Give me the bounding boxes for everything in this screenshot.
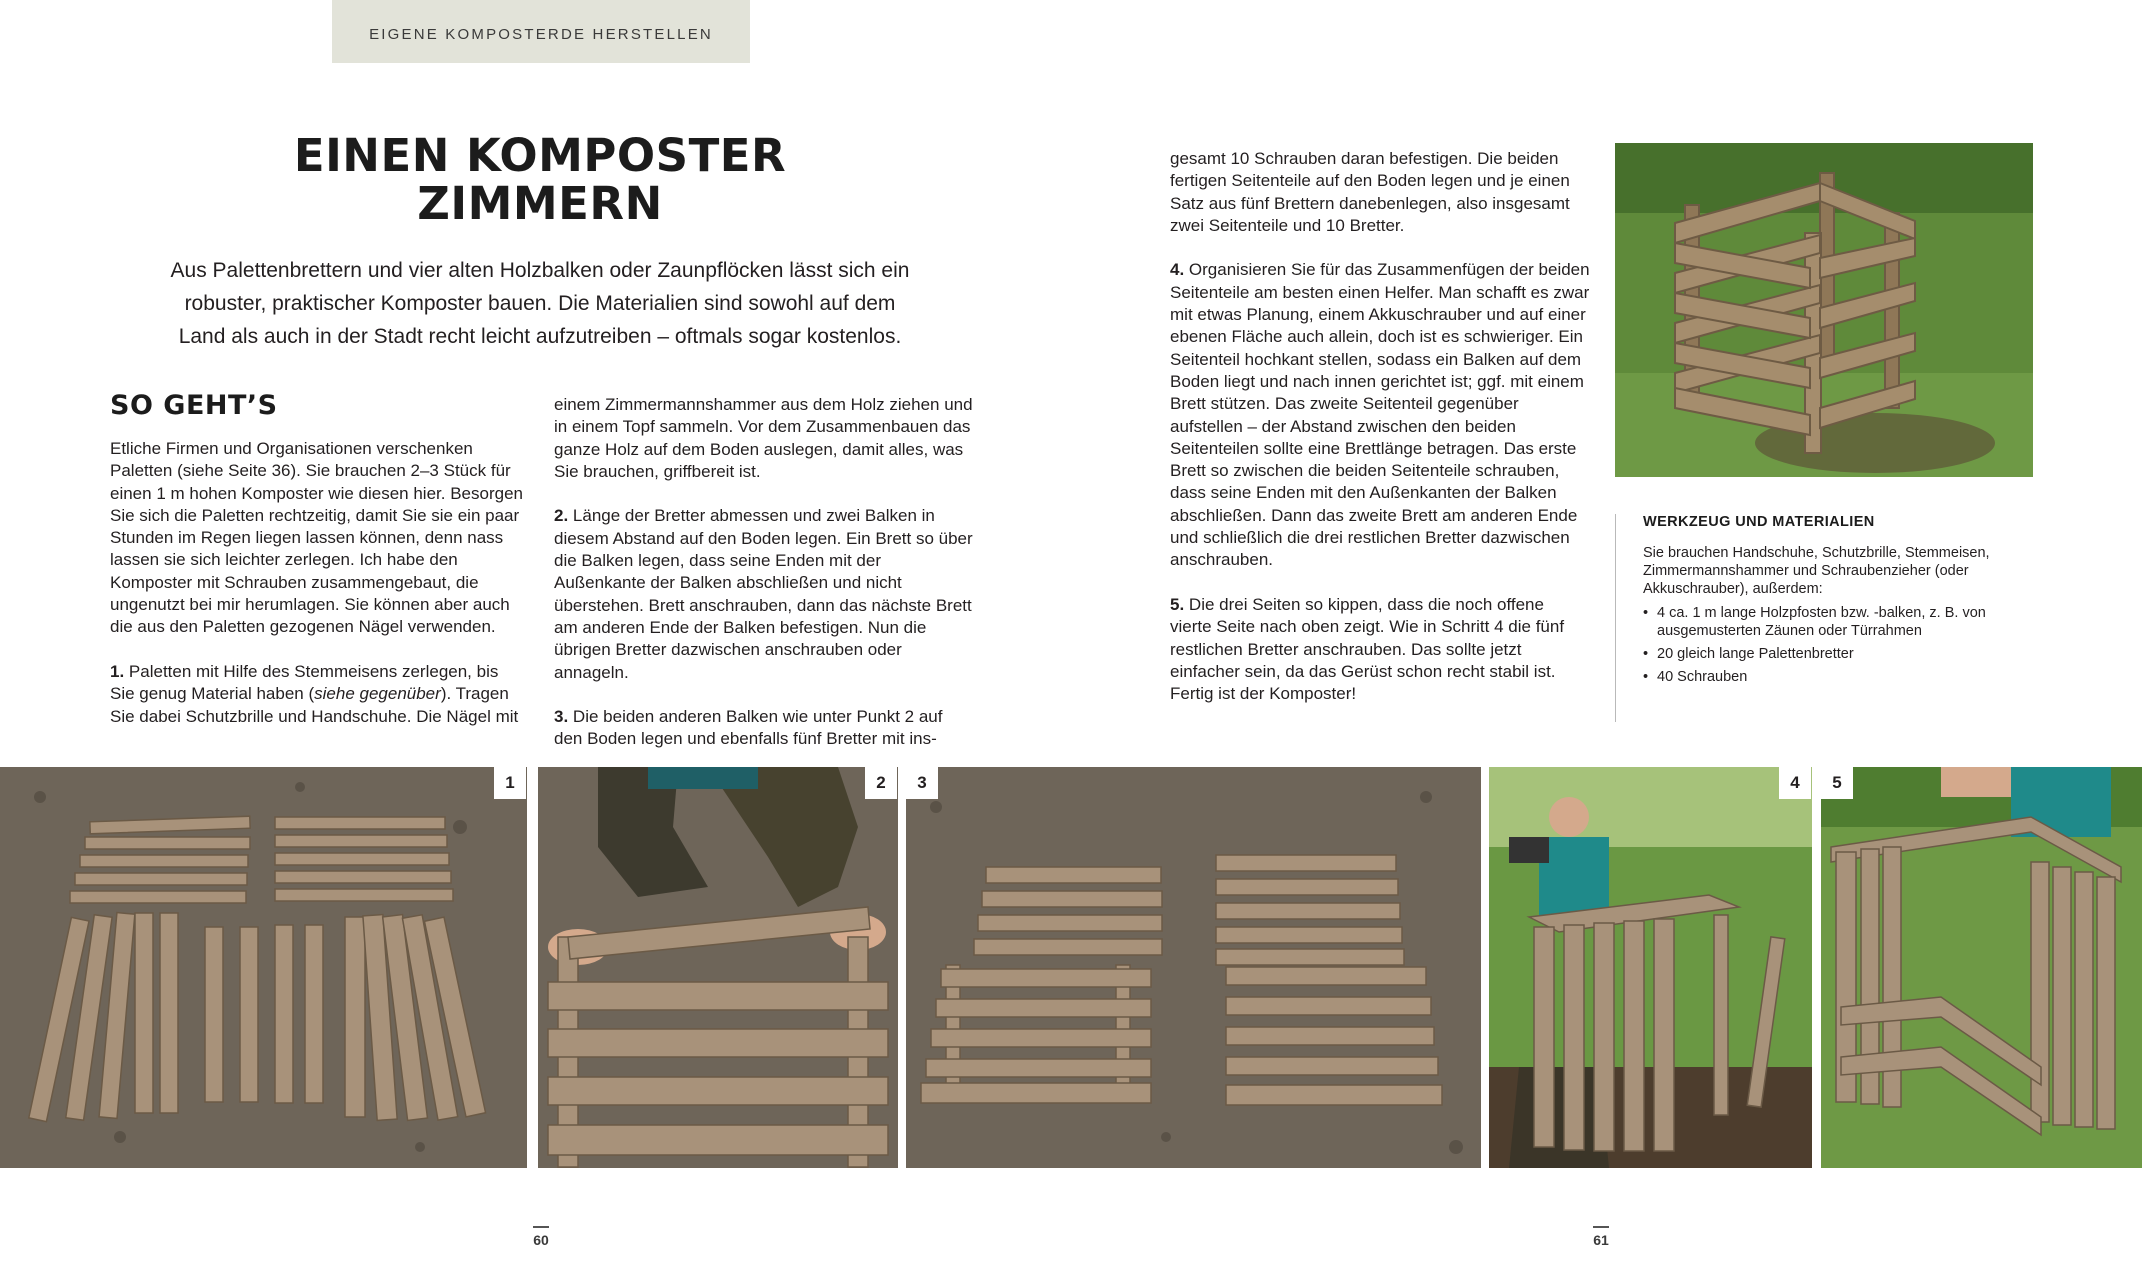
step-1-paragraph	[110, 661, 526, 728]
lead-line-2: robuster, praktischer Komposter bauen. Die Materialien sind sowohl auf dem	[184, 292, 896, 315]
step-1-photo	[0, 767, 527, 1168]
photo-number-badge: 1	[494, 767, 526, 799]
photo-number-badge: 4	[1779, 767, 1811, 799]
lead-line-3: Land als auch in der Stadt recht leicht aufzutreiben – oftmals sogar kostenlos.	[178, 325, 902, 348]
lead-paragraph	[150, 254, 930, 353]
step-1-text-b: ). Tragen Sie dabei Schutzbrille und Handschuhe. Die Nägel mit	[110, 684, 519, 726]
step-5-text: Die drei Seiten so kippen, dass die noch offene vierte Seite nach oben zeigt. Wie in Schritt 4 die fünf restlichen Bretter anschrauben. Das sollte jetzt einfacher sein, da das Gerüst schon recht stabil ist. Fertig ist der Komposter!	[1170, 594, 1565, 704]
section-heading: SO GEHT’S	[110, 390, 278, 421]
step-2-photo	[538, 767, 898, 1168]
materials-list-item: • 20 gleich lange Palettenbretter	[1643, 645, 2013, 663]
text-column-2	[554, 394, 974, 773]
step-1-number: 1.	[110, 661, 125, 681]
step-5-number: 5.	[1170, 594, 1185, 614]
step-4-photo	[1489, 767, 1812, 1168]
sidebar-intro: Sie brauchen Handschuhe, Schutzbrille, Stemmeisen, Zimmermannshammer und Schraubenzieher (oder Akkuschrauber), außerdem:	[1643, 545, 1990, 597]
step-4-paragraph	[1170, 259, 1590, 571]
page-number-right	[1589, 1226, 1613, 1248]
step-3-paragraph	[554, 706, 974, 751]
chapter-header-tab	[332, 0, 750, 63]
page-title	[170, 129, 910, 230]
step-2-paragraph	[554, 505, 974, 683]
step-3-continued: gesamt 10 Schrauben daran befestigen. Die beiden fertigen Seitenteile auf den Boden legen und je einen Satz aus fünf Brettern danebenlegen, also insgesamt zwei Seitenteile und 10 Bretter.	[1170, 149, 1570, 235]
photo-number-badge: 5	[1821, 767, 1853, 799]
title-line-2: ZIMMERN	[417, 177, 663, 230]
page-number-left-text: 60	[533, 1231, 549, 1248]
materials-list-item: • 4 ca. 1 m lange Holzpfosten bzw. -balken, z. B. von ausgemusterten Zäunen oder Türrahmen	[1643, 604, 2013, 640]
step-4-text: Organisieren Sie für das Zusammenfügen der beiden Seitenteile am besten einen Helfer. Man schafft es zwar mit etwas Planung, einem Akkuschrauber und auf einer ebenen Fläche auch allein, doch ist es schwieriger. Ein Seitenteil hochkant stellen, sodass ein Balken auf dem Boden liegt und nach innen gerichtet ist; ggf. mit einem Brett stützen. Das zweite Seitenteil gegenüber aufstellen – der Abstand zwischen den beiden Seitenteilen sollte eine Brettlänge betragen. Das erste Brett so zwischen die beiden Seitenteile schrauben, dass seine Enden mit den Außenkanten der Balken abschließen. Dann das zweite Brett am anderen Ende und schließlich die drei restlichen Bretter dazwischen anschrauben.	[1170, 260, 1590, 570]
photo-number-badge: 3	[906, 767, 938, 799]
text-column-1	[110, 438, 526, 750]
step-2-text: Länge der Bretter abmessen und zwei Balken in diesem Abstand auf den Boden legen. Ein Brett so über die Balken legen, dass seine Enden mit der Außenkante der Balken abschließen und nicht überstehen. Brett anschrauben, dann das nächste Brett am anderen Ende der Balken befestigen. Nun die übrigen Bretter dazwischen anschrauben oder annageln.	[554, 506, 973, 682]
folio-rule	[533, 1226, 549, 1228]
step-5-photo	[1821, 767, 2142, 1168]
page-number-right-text: 61	[1593, 1231, 1609, 1248]
step-1-continued: einem Zimmermannshammer aus dem Holz ziehen und in einem Topf sammeln. Vor dem Zusammenbauen das ganze Holz auf dem Boden auslegen, damit alles, was Sie brauchen, griffbereit ist.	[554, 395, 973, 481]
page-number-left	[529, 1226, 553, 1248]
folio-rule	[1593, 1226, 1609, 1228]
intro-paragraph: Etliche Firmen und Organisationen verschenken Paletten (siehe Seite 36). Sie brauchen 2–3 Stück für einen 1 m hohen Komposter wie diesen hier. Besorgen Sie sich die Paletten rechtzeitig, damit Sie sie ein paar Stunden im Regen liegen lassen können, denn nass lassen sie sich leichter zerlegen. Ich habe den Komposter mit Schrauben zusammengebaut, die ungenutzt bei mir herumlagen. Sie können aber auch die aus den Paletten gezogenen Nägel verwenden.	[110, 439, 523, 637]
title-line-1: EINEN KOMPOSTER	[293, 129, 787, 182]
finished-composter-photo	[1615, 143, 2033, 477]
step-1-text-a: Paletten mit Hilfe des Stemmeisens zerlegen, bis Sie genug Material haben (	[110, 661, 499, 704]
step-3-photo	[906, 767, 1481, 1168]
sidebar-heading: WERKZEUG UND MATERIALIEN	[1643, 514, 1875, 530]
photo-number-badge: 2	[865, 767, 897, 799]
step-3-number: 3.	[554, 707, 569, 727]
materials-list	[1643, 604, 2013, 686]
step-2-number: 2.	[554, 506, 569, 526]
step-4-number: 4.	[1170, 260, 1185, 280]
lead-line-1: Aus Palettenbrettern und vier alten Holzbalken oder Zaunpflöcken lässt sich ein	[170, 259, 910, 282]
materials-list-item: • 40 Schrauben	[1643, 668, 2013, 686]
text-column-3	[1170, 148, 1590, 728]
step-3-text: Die beiden anderen Balken wie unter Punkt 2 auf den Boden legen und ebenfalls fünf Bretter mit ins-	[554, 707, 943, 749]
chapter-label: EIGENE KOMPOSTERDE HERSTELLEN	[369, 26, 713, 43]
step-5-paragraph	[1170, 594, 1590, 705]
step-1-italic: siehe gegenüber	[314, 684, 441, 704]
materials-sidebar	[1615, 514, 2013, 722]
